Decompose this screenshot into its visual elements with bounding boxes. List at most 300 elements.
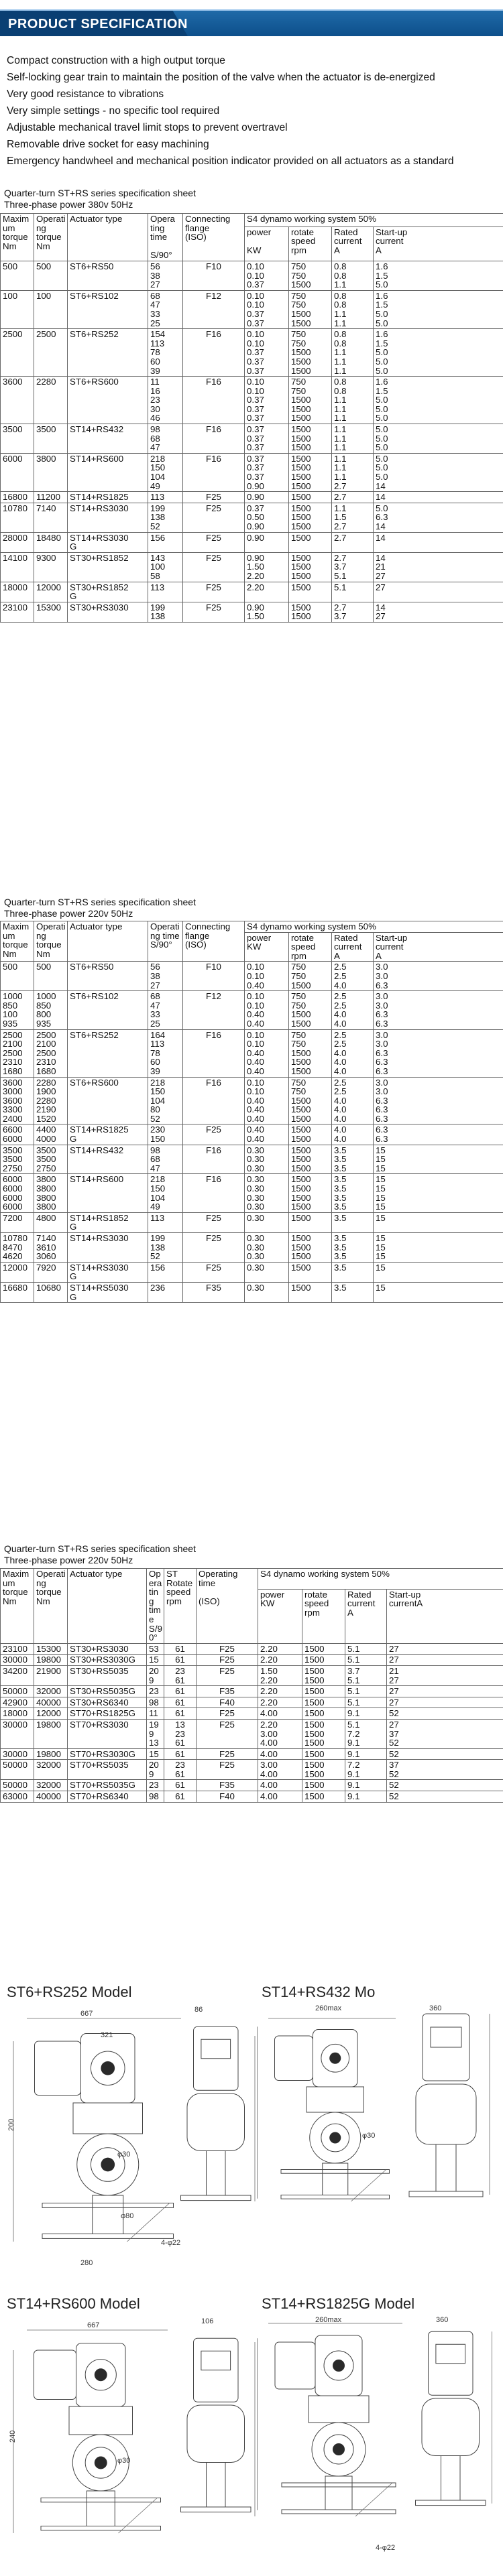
table-cell: 27 <box>374 582 503 602</box>
table-cell: 500 <box>34 962 68 991</box>
table-row <box>1 453 503 491</box>
column-header: ST Rotate speed rpm <box>164 1569 197 1644</box>
table-cell: 100 <box>34 290 68 328</box>
table-cell: 30000 <box>1 1748 34 1760</box>
table-cell: 3.7 5.1 <box>345 1665 387 1685</box>
side-base <box>409 2191 483 2197</box>
side-flange <box>207 2463 226 2508</box>
table-cell: F25 <box>183 1212 245 1232</box>
table-cell: 23 <box>147 1780 164 1791</box>
table-cell: 5.1 <box>345 1643 387 1655</box>
table-cell: 20 9 <box>147 1760 164 1780</box>
table-cell: 10680 <box>34 1282 68 1302</box>
dynamo-header: S4 dynamo working system 50% <box>258 1569 503 1590</box>
table-cell: 2.20 3.00 4.00 <box>258 1719 302 1748</box>
column-header: Actuator type <box>68 214 148 261</box>
column-header: Rated current A <box>332 932 374 962</box>
table-cell: 15 <box>374 1262 503 1282</box>
table-cell: F35 <box>197 1686 258 1697</box>
sheet-title: Quarter-turn ST+RS series specification sheet <box>4 1543 196 1554</box>
table-cell: 199 138 52 <box>148 503 183 532</box>
table-cell: 13 23 61 <box>164 1719 197 1748</box>
table-cell: 1500 <box>289 532 332 552</box>
table-cell: 4.00 <box>258 1748 302 1760</box>
table-cell: 68 47 33 25 <box>148 991 183 1029</box>
table-cell: 2500 2100 2500 2310 1680 <box>1 1029 34 1077</box>
table-cell: 27 <box>387 1686 503 1697</box>
side-gearbox <box>422 2398 480 2456</box>
table-cell: 0.90 1.50 <box>245 602 289 622</box>
table-row <box>1 1174 503 1212</box>
table-cell: 0.10 0.10 0.37 0.37 0.37 <box>245 329 289 377</box>
column-header: rotate speed rpm <box>289 227 332 261</box>
table-cell: 1500 <box>302 1748 345 1760</box>
table-row <box>1 1760 503 1780</box>
table-cell: 1500 1500 <box>289 602 332 622</box>
table-cell: 27 37 52 <box>387 1719 503 1748</box>
table-cell: 23100 <box>1 602 34 622</box>
table-cell: 2.7 <box>332 532 374 552</box>
table-cell: 3.5 <box>332 1262 374 1282</box>
sheet3-caption <box>4 1543 500 1566</box>
table-cell: F40 <box>197 1791 258 1803</box>
table-cell: ST14+RS1825 <box>68 492 148 503</box>
dimension-label: 667 <box>87 2321 100 2329</box>
table-cell: 19800 <box>34 1719 68 1748</box>
table-cell: 23 61 <box>164 1665 197 1685</box>
table-cell: 52 <box>387 1780 503 1791</box>
table-cell: 3.5 <box>332 1282 374 1302</box>
column-header: rotate speed rpm <box>289 932 332 962</box>
model-title: ST14+RS1825G Model <box>262 2295 415 2312</box>
dimension-label: φ30 <box>362 2132 376 2140</box>
dimension-label: φ80 <box>121 2212 134 2220</box>
table-cell: 4.00 <box>258 1708 302 1720</box>
flange <box>93 2195 123 2234</box>
side-base <box>181 2507 252 2512</box>
table-cell: F10 <box>183 962 245 991</box>
table-cell: ST30+RS3030G <box>68 1655 147 1666</box>
table-cell: 5.1 <box>345 1686 387 1697</box>
column-header: rotate speed rpm <box>302 1589 345 1643</box>
table-cell: 0.8 0.8 1.1 <box>332 261 374 290</box>
table-cell: 0.10 0.10 0.40 0.40 0.40 <box>245 1077 289 1124</box>
gearbox-top <box>306 2087 364 2112</box>
table-cell: 1500 1500 1500 <box>289 1233 332 1263</box>
table-cell: 236 <box>148 1282 183 1302</box>
table-cell: 1.50 2.20 <box>258 1665 302 1685</box>
column-header: Connecting flange (ISO) <box>183 214 245 261</box>
table-cell: ST14+RS1825 G <box>68 1124 148 1145</box>
model-title: ST14+RS600 Model <box>7 2295 140 2312</box>
table-row <box>1 503 503 532</box>
table-cell: 30000 <box>1 1719 34 1748</box>
table-row <box>1 1708 503 1720</box>
table-cell: 3500 3500 2750 <box>1 1145 34 1174</box>
table-cell: 1500 <box>289 492 332 503</box>
table-cell: ST14+RS3030 <box>68 1233 148 1263</box>
column-header: Rated current A <box>332 227 374 261</box>
table-cell: 3800 3800 3800 3800 <box>34 1174 68 1212</box>
gearbox-top <box>69 2406 133 2435</box>
table-cell: 2.20 <box>258 1643 302 1655</box>
table-cell: 23 <box>147 1686 164 1697</box>
table-cell: 7.2 9.1 <box>345 1760 387 1780</box>
table-row <box>1 962 503 991</box>
table-cell: 10780 8470 4620 <box>1 1233 34 1263</box>
side-gearbox <box>187 2094 245 2151</box>
handwheel-hub-icon <box>333 2443 345 2455</box>
table-cell: 218 150 104 80 52 <box>148 1077 183 1124</box>
table-cell: F16 <box>183 1077 245 1124</box>
table-cell: 6000 6000 6000 6000 <box>1 1174 34 1212</box>
flange <box>325 2476 352 2510</box>
table-cell: 1500 1500 1500 1500 <box>289 1174 332 1212</box>
table-row <box>1 290 503 328</box>
table-cell: 0.10 0.10 0.37 <box>245 261 289 290</box>
side-flange <box>441 2456 461 2501</box>
table-cell: 56 38 27 <box>148 261 183 290</box>
motor-body <box>35 2041 81 2096</box>
table-cell: 2.20 <box>258 1655 302 1666</box>
table-cell: F35 <box>183 1282 245 1302</box>
table-cell: ST30+RS3030 <box>68 1643 147 1655</box>
table-cell: 15 15 15 15 <box>374 1174 503 1212</box>
mount-plate <box>281 2170 390 2174</box>
table-cell: 3600 3000 3600 3300 2400 <box>1 1077 34 1124</box>
table-cell: 143 100 58 <box>148 552 183 582</box>
base-plate <box>281 2195 390 2199</box>
table-cell: 18000 <box>1 1708 34 1720</box>
column-header: Operati ng torque Nm <box>34 1569 68 1644</box>
table-cell: 1500 <box>302 1791 345 1803</box>
table-cell: F25 <box>183 602 245 622</box>
table-cell: 2.7 <box>332 492 374 503</box>
table-cell: 27 <box>387 1655 503 1666</box>
table-cell: 4800 <box>34 1212 68 1232</box>
table-cell: F25 <box>197 1760 258 1780</box>
dimension-line <box>355 2483 392 2516</box>
dynamo-header: S4 dynamo working system 50% <box>245 214 503 227</box>
table-row <box>1 1262 503 1282</box>
table-cell: 5.1 <box>332 582 374 602</box>
table-cell: 6000 <box>1 453 34 491</box>
table-row <box>1 261 503 290</box>
table-cell: 5.0 5.0 5.0 14 <box>374 453 503 491</box>
table-cell: 500 <box>34 261 68 290</box>
gearbox-top <box>73 2103 143 2134</box>
table-cell: 15 <box>147 1655 164 1666</box>
table-cell: F35 <box>197 1780 258 1791</box>
column-header: Operating time (ISO) <box>197 1569 258 1644</box>
table-cell: 19 9 13 <box>147 1719 164 1748</box>
table-cell: 12000 <box>1 1262 34 1282</box>
table-cell: ST14+RS600 <box>68 453 148 491</box>
table-cell: 2.5 2.5 4.0 4.0 4.0 <box>332 1077 374 1124</box>
table-cell: 11 <box>147 1708 164 1720</box>
dimension-label: φ30 <box>117 2457 131 2465</box>
table-cell: 750 750 1500 <box>289 261 332 290</box>
table-cell: ST14+RS600 <box>68 1174 148 1212</box>
table-cell: 11 16 23 30 46 <box>148 377 183 424</box>
indicator-icon <box>329 2053 341 2064</box>
table-cell: 0.37 0.37 0.37 0.90 <box>245 453 289 491</box>
feature-item: Very good resistance to vibrations <box>7 88 164 100</box>
base-plate <box>282 2510 396 2514</box>
side-base <box>416 2500 486 2506</box>
table-cell: 0.30 0.30 0.30 0.30 <box>245 1174 289 1212</box>
table-cell: 1.1 1.5 2.7 <box>332 503 374 532</box>
table-cell: ST30+RS1852 G <box>68 582 148 602</box>
table-cell: ST30+RS6340 <box>68 1697 147 1708</box>
sheet-power: Three-phase power 380v 50Hz <box>4 199 133 210</box>
dimension-label: 106 <box>201 2317 214 2325</box>
table-cell: 10780 <box>1 503 34 532</box>
table-cell: 53 <box>147 1643 164 1655</box>
table-cell: 750 750 1500 1500 1500 <box>289 1029 332 1077</box>
table-cell: 27 <box>387 1643 503 1655</box>
table-cell: F25 <box>183 1124 245 1145</box>
sheet2-caption <box>4 897 500 919</box>
table-row <box>1 1233 503 1263</box>
side-base <box>181 2195 252 2201</box>
table-cell: ST14+RS432 <box>68 424 148 454</box>
spec-table-380v <box>0 213 503 623</box>
side-flange <box>207 2151 226 2196</box>
dimension-label: 86 <box>194 2006 203 2014</box>
table-cell: 3.0 3.0 6.3 <box>374 962 503 991</box>
table-cell: ST6+RS102 <box>68 290 148 328</box>
table-cell: 34200 <box>1 1665 34 1685</box>
table-cell: 1500 1500 1500 <box>289 503 332 532</box>
table-cell: F12 <box>183 290 245 328</box>
table-cell: 113 <box>148 1212 183 1232</box>
table-cell: 6600 6000 <box>1 1124 34 1145</box>
table-cell: 113 <box>148 582 183 602</box>
table-cell: 9.1 <box>345 1780 387 1791</box>
table-cell: 0.30 0.30 0.30 <box>245 1233 289 1263</box>
dimension-label: 4-φ22 <box>376 2544 396 2552</box>
table-cell: 15 <box>374 1212 503 1232</box>
section-banner <box>0 9 503 36</box>
table-cell: 12000 <box>34 1708 68 1720</box>
feature-list <box>7 52 500 170</box>
table-cell: 15 15 15 <box>374 1233 503 1263</box>
table-cell: F16 <box>183 329 245 377</box>
table-cell: ST70+RS1825G <box>68 1708 147 1720</box>
table-cell: 750 750 1500 1500 1500 <box>289 1077 332 1124</box>
table-row <box>1 1643 503 1655</box>
table-cell: F16 <box>183 377 245 424</box>
column-header: Opera ting time S/90° <box>148 214 183 261</box>
table-cell: 5.1 <box>345 1655 387 1666</box>
sheet1-caption <box>4 188 500 210</box>
table-cell: ST30+RS5035G <box>68 1686 147 1697</box>
table-cell: 32000 <box>34 1686 68 1697</box>
table-row <box>1 329 503 377</box>
column-header: Maxim um torque Nm <box>1 1569 34 1644</box>
table-cell: 15 15 15 <box>374 1145 503 1174</box>
table-cell: ST6+RS600 <box>68 1077 148 1124</box>
table-cell: 2500 2100 2500 2310 1680 <box>34 1029 68 1077</box>
table-cell: F25 <box>183 532 245 552</box>
table-cell: 750 750 1500 <box>289 962 332 991</box>
table-cell: F16 <box>183 1174 245 1212</box>
table-cell: 3.00 4.00 <box>258 1760 302 1780</box>
table-cell: 1.6 1.5 5.0 <box>374 261 503 290</box>
table-cell: ST6+RS600 <box>68 377 148 424</box>
table-cell: 1000 850 100 935 <box>1 991 34 1029</box>
table-cell: 30000 <box>1 1655 34 1666</box>
table-cell: 7140 <box>34 503 68 532</box>
column-header: Maxim um torque Nm <box>1 921 34 962</box>
table-cell: ST14+RS3030 G <box>68 532 148 552</box>
feature-item: Removable drive socket for easy machining <box>7 139 209 150</box>
table-cell: 14 <box>374 532 503 552</box>
table-cell: 2.7 3.7 <box>332 602 374 622</box>
column-header: Start-up current A <box>374 932 503 962</box>
table-row <box>1 377 503 424</box>
table-cell: 1.6 1.5 5.0 5.0 5.0 <box>374 329 503 377</box>
side-cover <box>201 2039 231 2059</box>
table-cell: 1500 <box>302 1686 345 1697</box>
table-row <box>1 1748 503 1760</box>
flange <box>323 2163 348 2195</box>
table-cell: 68 47 33 25 <box>148 290 183 328</box>
table-cell: 56 38 27 <box>148 962 183 991</box>
table-cell: F25 <box>197 1748 258 1760</box>
table-cell: 750 750 1500 1500 <box>289 991 332 1029</box>
table-cell: 0.10 0.10 0.40 0.40 0.40 <box>245 1029 289 1077</box>
table-cell: 27 <box>387 1697 503 1708</box>
table-cell: F25 <box>197 1655 258 1666</box>
table-cell: 1500 1500 <box>289 1124 332 1145</box>
indicator-icon <box>101 2061 115 2075</box>
table-cell: 0.37 0.50 0.90 <box>245 503 289 532</box>
table-cell: 1500 <box>302 1780 345 1791</box>
table-row <box>1 532 503 552</box>
table-cell: 42900 <box>1 1697 34 1708</box>
table-row <box>1 602 503 622</box>
table-cell: 98 <box>147 1697 164 1708</box>
table-cell: 0.10 0.10 0.37 0.37 <box>245 290 289 328</box>
table-cell: 40000 <box>34 1791 68 1803</box>
table-cell: 52 <box>387 1708 503 1720</box>
table-row <box>1 1780 503 1791</box>
table-cell: 23 61 <box>164 1760 197 1780</box>
table-cell: 14 <box>374 492 503 503</box>
table-cell: 0.40 0.40 <box>245 1124 289 1145</box>
table-cell: 2.7 3.7 5.1 <box>332 552 374 582</box>
table-row <box>1 1686 503 1697</box>
table-cell: 61 <box>164 1791 197 1803</box>
table-cell: 9.1 <box>345 1791 387 1803</box>
dimension-label: 360 <box>436 2316 449 2324</box>
table-cell: F16 <box>183 1029 245 1077</box>
column-header: Maxim um torque Nm <box>1 214 34 261</box>
table-row <box>1 582 503 602</box>
table-cell: 154 113 78 60 39 <box>148 329 183 377</box>
table-cell: 1500 <box>302 1643 345 1655</box>
table-cell: 0.8 0.8 1.1 1.1 <box>332 290 374 328</box>
side-gearbox <box>416 2084 476 2144</box>
table-cell: 28000 <box>1 532 34 552</box>
table-cell: 0.10 0.10 0.37 0.37 0.37 <box>245 377 289 424</box>
dimension-label: 667 <box>80 2010 93 2018</box>
table-cell: F16 <box>183 1145 245 1174</box>
table-cell: 32000 <box>34 1780 68 1791</box>
table-row <box>1 1665 503 1685</box>
table-cell: 3.0 3.0 6.3 6.3 6.3 <box>374 1077 503 1124</box>
column-header: Rated current A <box>345 1589 387 1643</box>
table-cell: 3500 <box>34 424 68 454</box>
table-cell: ST30+RS1852 <box>68 552 148 582</box>
table-cell: 40000 <box>34 1697 68 1708</box>
base-plate <box>42 2234 174 2239</box>
table-cell: 15 <box>374 1282 503 1302</box>
table-row <box>1 1719 503 1748</box>
table-cell: ST6+RS102 <box>68 991 148 1029</box>
table-cell: ST30+RS3030 <box>68 602 148 622</box>
table-cell: 19800 <box>34 1655 68 1666</box>
table-cell: 9.1 <box>345 1708 387 1720</box>
table-cell: 1500 1500 <box>302 1760 345 1780</box>
table-cell: 3800 <box>34 453 68 491</box>
table-cell: F25 <box>197 1665 258 1685</box>
feature-item: Emergency handwheel and mechanical position indicator provided on all actuators as a standard <box>7 155 454 167</box>
motor-body <box>275 2342 315 2389</box>
table-cell: 21 27 <box>387 1665 503 1685</box>
sheet-title: Quarter-turn ST+RS series specification sheet <box>4 188 196 198</box>
table-cell: 19800 <box>34 1748 68 1760</box>
indicator-icon <box>333 2360 345 2372</box>
table-cell: 5.0 5.0 5.0 <box>374 424 503 454</box>
column-header: Operati ng torque Nm <box>34 214 68 261</box>
table-cell: 50000 <box>1 1686 34 1697</box>
model-drawing-row-1 <box>0 1997 503 2285</box>
table-cell: 1500 1500 1500 <box>289 552 332 582</box>
table-cell: 61 <box>164 1780 197 1791</box>
motor-body <box>34 2350 76 2400</box>
table-cell: 12000 <box>34 582 68 602</box>
column-header: Start-up current A <box>374 227 503 261</box>
table-cell: 14 27 <box>374 602 503 622</box>
table-cell: 20 9 <box>147 1665 164 1685</box>
table-cell: 1500 1500 <box>302 1665 345 1685</box>
column-header: Operati ng torque Nm <box>34 921 68 962</box>
table-cell: 500 <box>1 962 34 991</box>
table-row <box>1 1282 503 1302</box>
table-cell: 16680 <box>1 1282 34 1302</box>
table-cell: F25 <box>197 1719 258 1748</box>
table-cell: F16 <box>183 424 245 454</box>
gearbox-top <box>309 2396 369 2423</box>
table-cell: 230 150 <box>148 1124 183 1145</box>
column-header: Operati ng time S/90° <box>148 921 183 962</box>
table-cell: ST14+RS432 <box>68 1145 148 1174</box>
table-cell: 113 <box>148 492 183 503</box>
table-row <box>1 991 503 1029</box>
table-cell: 61 <box>164 1655 197 1666</box>
table-cell: 2.5 2.5 4.0 <box>332 962 374 991</box>
table-cell: 98 <box>147 1791 164 1803</box>
table-cell: 1500 <box>289 1282 332 1302</box>
spec-table-220v <box>0 921 503 1303</box>
table-cell: 1500 <box>289 582 332 602</box>
table-cell: 16800 <box>1 492 34 503</box>
table-cell: 4.0 4.0 <box>332 1124 374 1145</box>
table-cell: 5.1 <box>345 1697 387 1708</box>
